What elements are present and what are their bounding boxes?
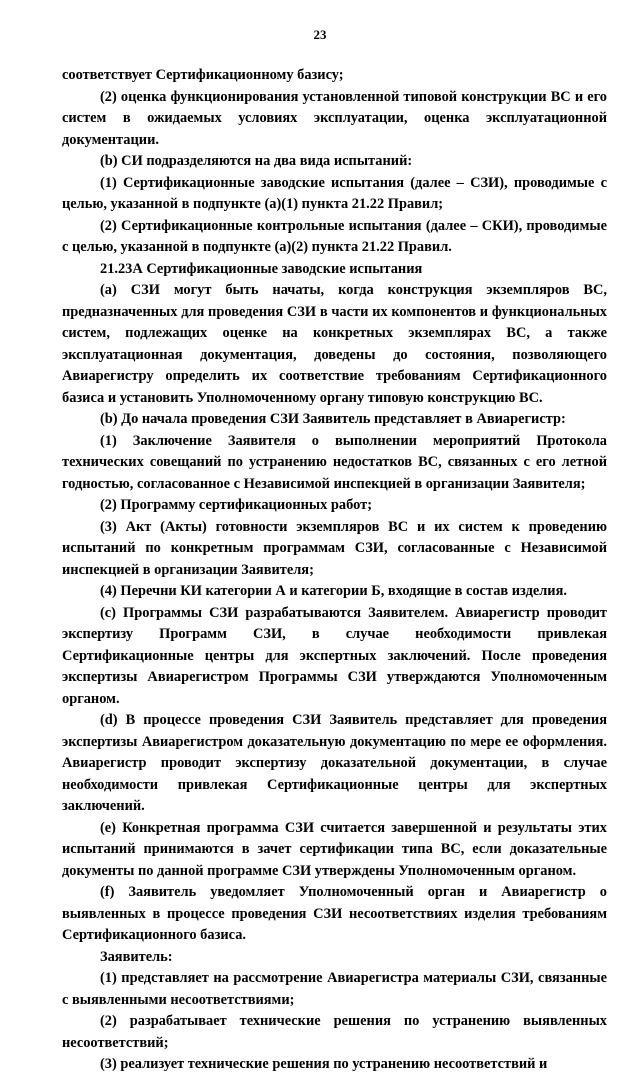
paragraph: (4) Перечни КИ категории А и категории Б, входящие в состав изделия.	[100, 583, 567, 599]
paragraph: (d) В процессе проведения СЗИ Заявитель представляет для проведения экспертизы Авиарегистром доказательную документацию по мере ее оформления. Авиарегистр проводит экспертизу доказательной документации, в случае необходимости привлекая Сертификационные центры для экспертных заключений.	[62, 712, 607, 814]
paragraph: Заявитель:	[100, 948, 173, 965]
section-heading: 21.23А Сертификационные заводские испытания	[100, 260, 423, 277]
paragraph: (2) Программу сертификационных работ;	[100, 497, 373, 513]
paragraph: (2) Сертификационные контрольные испытания (далее – СКИ), проводимые с целью, указанной в подпункте (a)(2) пункта 21.22 Правил.	[62, 217, 607, 255]
paragraph: (a) СЗИ могут быть начаты, когда конструкция экземпляров ВС, предназначенных для проведения СЗИ в части их компонентов и функциональных систем, подлежащих оценке на конкретных экземплярах ВС, а также эксплуатационная документация, доведены до состояния, позволяющего Авиарегистру определить их соответствие требованиям Сертификационного базиса и установить Уполномоченному органу типовую конструкцию ВС.	[62, 282, 607, 406]
paragraph: (b) До начала проведения СЗИ Заявитель представляет в Авиарегистр:	[100, 411, 566, 427]
document-body	[62, 65, 607, 1076]
paragraph: (e) Конкретная программа СЗИ считается завершенной и результаты этих испытаний принимаются в зачет сертификации типа ВС, если доказательные документы по данной программе СЗИ утверждены Уполномоченным органом.	[62, 819, 607, 879]
paragraph: (c) Программы СЗИ разрабатываются Заявителем. Авиарегистр проводит экспертизу Программ СЗИ, в случае необходимости привлекая Сертификационные центры для экспертных заключений. После проведения экспертизы Авиарегистром Программы СЗИ утверждаются Уполномоченным органом.	[62, 604, 607, 707]
paragraph: (1) представляет на рассмотрение Авиарегистра материалы СЗИ, связанные с выявленными несоответствиями;	[62, 970, 607, 1008]
paragraph: соответствует Сертификационному базису;	[62, 67, 344, 83]
paragraph: (3) Акт (Акты) готовности экземпляров ВС и их систем к проведению испытаний по конкретным программам СЗИ, согласованные с Независимой инспекцией в организации Заявителя;	[62, 518, 607, 578]
paragraph: (1) Сертификационные заводские испытания (далее – СЗИ), проводимые с целью, указанной в подпункте (a)(1) пункта 21.22 Правил;	[62, 174, 607, 212]
paragraph: (1) Заключение Заявителя о выполнении мероприятий Протокола технических совещаний по устранению недостатков ВС, связанных с его летной годностью, согласованное с Независимой инспекцией в организации Заявителя;	[62, 432, 607, 492]
paragraph: (f) Заявитель уведомляет Уполномоченный орган и Авиарегистр о выявленных в процессе проведения СЗИ несоответствиях изделия требованиям Сертификационного базиса.	[62, 884, 607, 943]
paragraph: (3) реализует технические решения по устранению несоответствий и	[100, 1056, 548, 1072]
paragraph: (2) оценка функционирования установленной типовой конструкции ВС и его систем в ожидаемых условиях эксплуатации, оценка эксплуатационной документации.	[62, 88, 607, 148]
page-number: 23	[313, 27, 327, 42]
paragraph: (2) разрабатывает технические решения по устранению выявленных несоответствий;	[62, 1013, 607, 1051]
paragraph: (b) СИ подразделяются на два вида испытаний:	[100, 153, 413, 169]
